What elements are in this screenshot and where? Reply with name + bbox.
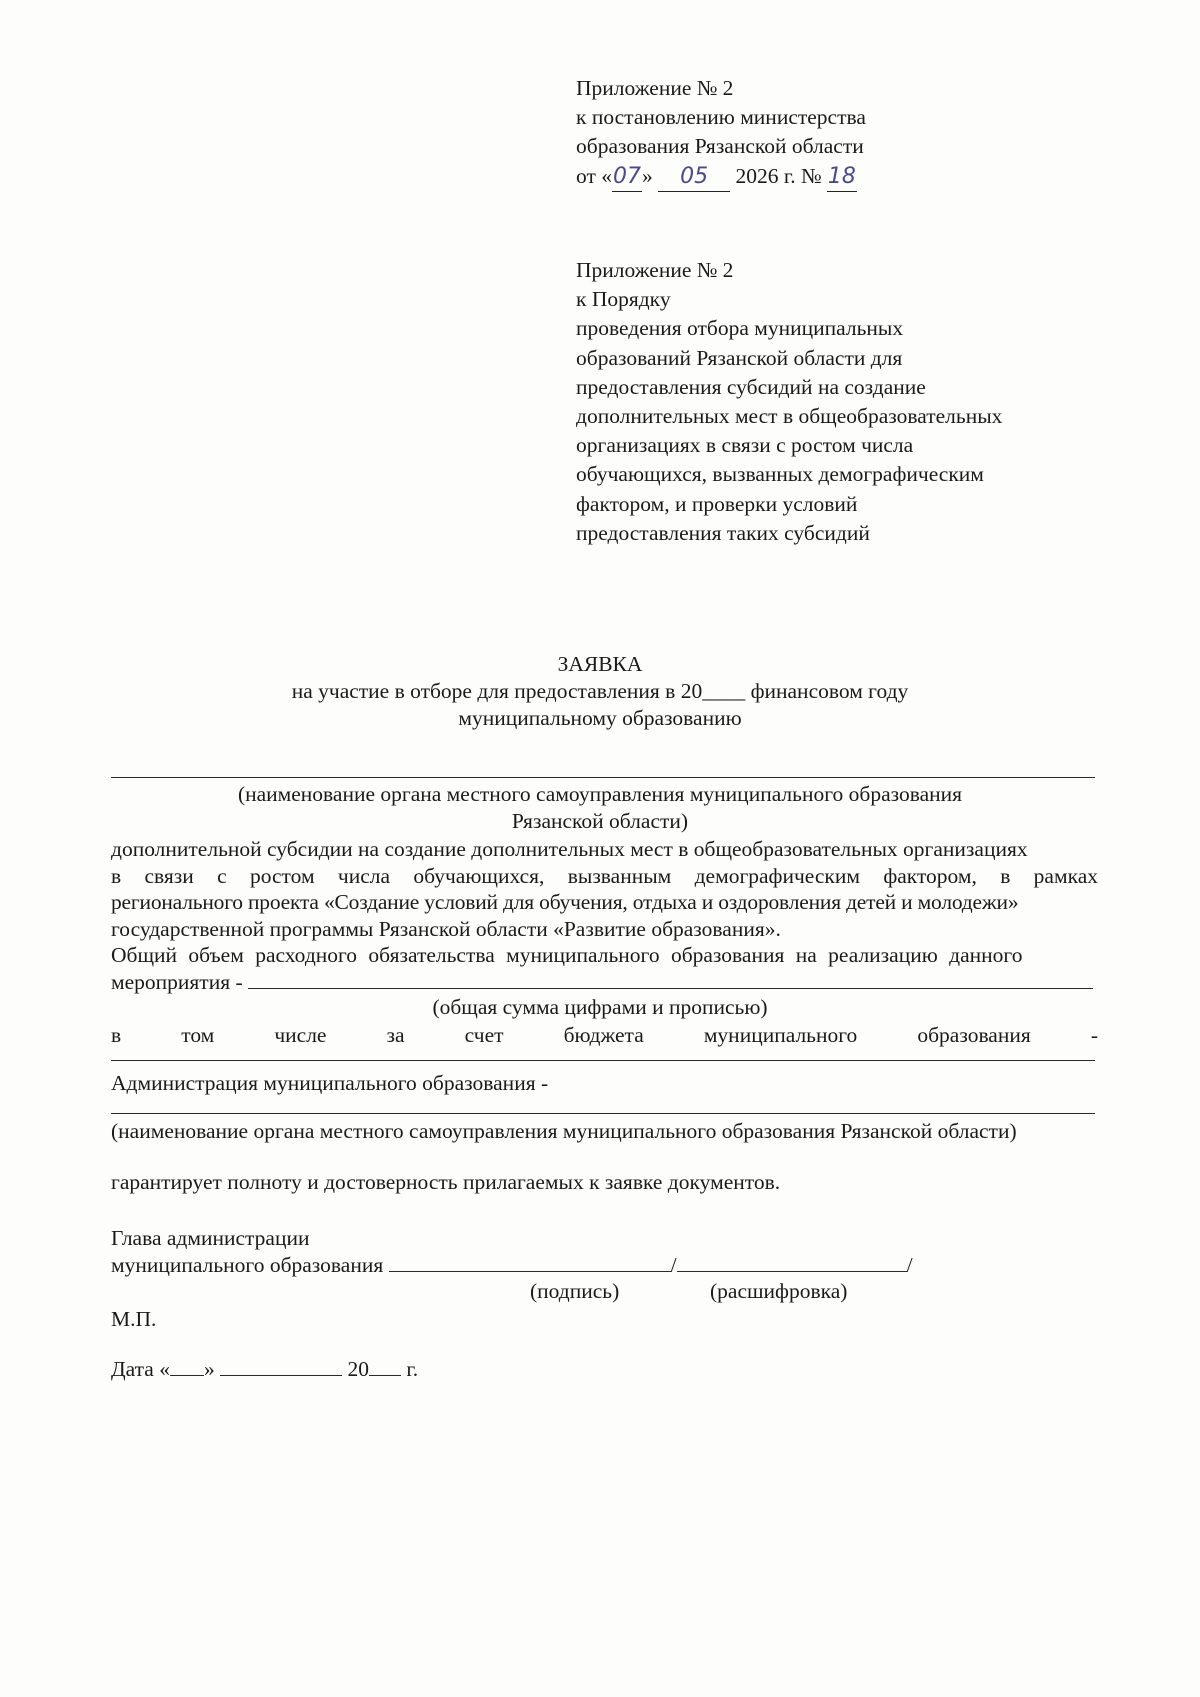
- administration-caption: (наименование органа местного самоуправления муниципального образования Рязанской области): [111, 1119, 1017, 1143]
- amount-caption: (общая сумма цифрами и прописью): [432, 995, 768, 1019]
- budget-line: [111, 1022, 1098, 1049]
- date-day-field[interactable]: [170, 1375, 204, 1376]
- signature-caption: (подпись): [530, 1279, 620, 1303]
- handwritten-month: 05: [658, 162, 730, 192]
- annex2-line: предоставления таких субсидий: [576, 520, 870, 545]
- municipality-caption-2: Рязанской области): [511, 809, 689, 833]
- annex2-line: к Порядку: [576, 287, 671, 312]
- total-amount-field[interactable]: [248, 988, 1093, 989]
- handwritten-day: 07: [612, 162, 642, 192]
- form-title: ЗАЯВКА: [557, 652, 643, 676]
- annex2-line: Приложение № 2: [576, 258, 734, 282]
- date-month-field[interactable]: [220, 1375, 342, 1376]
- form-subtitle-2: муниципальному образованию: [458, 706, 742, 730]
- annex-date-line: от «07» 05 2026 г. № 18: [576, 162, 866, 192]
- annex-header-2: [576, 256, 1002, 548]
- annex2-line: организациях в связи с ростом числа: [576, 433, 914, 458]
- guarantee-text: гарантирует полноту и достоверность прилагаемых к заявке документов.: [111, 1170, 781, 1194]
- handwritten-number: 18: [827, 162, 857, 192]
- signature-decode-field[interactable]: [677, 1271, 907, 1272]
- administration-name-line[interactable]: [111, 1113, 1095, 1114]
- justified-line: в том числе за счет бюджета муниципального образования -: [111, 1023, 1098, 1047]
- head-label-2: муниципального образования / /: [111, 1253, 913, 1277]
- paragraph-obligation: Общий объем расходного обязательства муниципального образования на реализацию данного мероприятия -: [111, 942, 1098, 995]
- date-year-field[interactable]: [369, 1375, 401, 1376]
- annex-title: Приложение № 2: [576, 76, 734, 100]
- paragraph-subsidy: дополнительной субсидии на создание дополнительных мест в общеобразовательных организациях в связи с ростом числа обучающихся, вызванным демографическим фактором, в рамках регионального проекта «Создание условий для обучения, отдыха и оздоровления детей и молодежи» государственной программы Рязанской области «Развитие образования».: [111, 837, 1098, 941]
- municipality-name-line[interactable]: [111, 777, 1095, 778]
- signature-field[interactable]: [389, 1271, 671, 1272]
- annex-ministry: образования Рязанской области: [576, 134, 864, 159]
- annex2-line: дополнительных мест в общеобразовательных: [576, 404, 1003, 429]
- administration-label: Администрация муниципального образования -: [111, 1071, 549, 1095]
- annex-header-1: [576, 74, 866, 192]
- annex2-line: образований Рязанской области для: [576, 345, 903, 370]
- stamp-place: М.П.: [111, 1307, 157, 1331]
- municipality-caption: (наименование органа местного самоуправления муниципального образования: [237, 782, 963, 806]
- annex2-line: фактором, и проверки условий: [576, 491, 858, 516]
- date-line: Дата « » 20 г.: [111, 1357, 419, 1381]
- decode-caption: (расшифровка): [710, 1279, 848, 1303]
- annex2-line: предоставления субсидий на создание: [576, 374, 926, 399]
- annex2-line: проведения отбора муниципальных: [576, 316, 904, 341]
- form-subtitle: на участие в отборе для предоставления в 20____ финансовом году: [291, 679, 909, 703]
- head-label: Глава администрации: [111, 1226, 310, 1250]
- annex2-line: обучающихся, вызванных демографическим: [576, 462, 984, 487]
- budget-amount-line[interactable]: [111, 1060, 1095, 1061]
- annex-reference: к постановлению министерства: [576, 105, 866, 130]
- justified-line: в связи с ростом числа обучающихся, вызванным демографическим фактором, в рамках: [111, 863, 1098, 888]
